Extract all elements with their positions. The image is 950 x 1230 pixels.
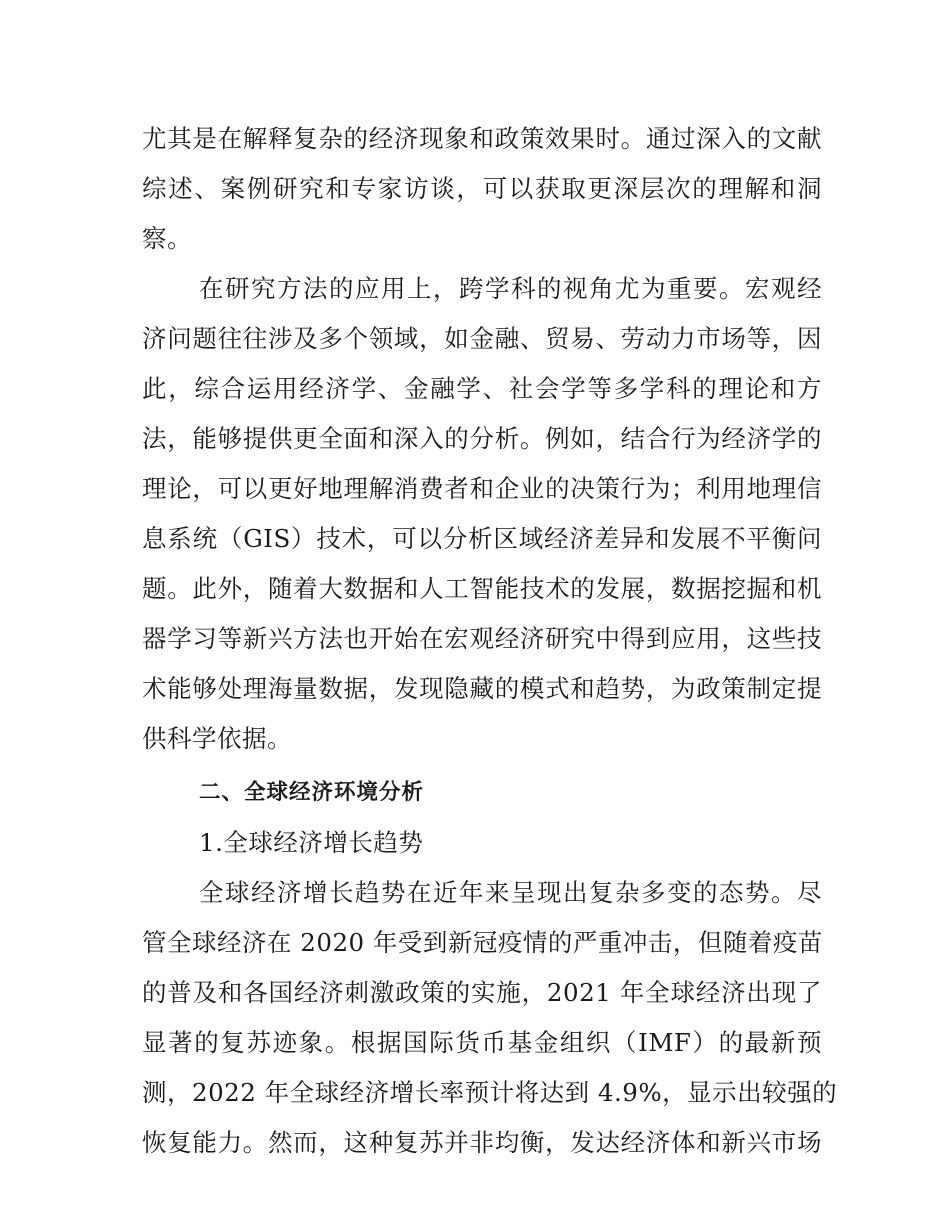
section-heading: 二、全球经济环境分析	[199, 780, 425, 805]
paragraph-line: 济问题往往涉及多个领域，如金融、贸易、劳动力市场等，因	[142, 324, 822, 353]
paragraph-line: 尤其是在解释复杂的经济现象和政策效果时。通过深入的文献	[142, 124, 822, 153]
paragraph-line: 息系统（GIS）技术，可以分析区域经济差异和发展不平衡问	[142, 524, 822, 553]
paragraph-line: 题。此外，随着大数据和人工智能技术的发展，数据挖掘和机	[142, 574, 822, 603]
paragraph-line: 恢复能力。然而，这种复苏并非均衡，发达经济体和新兴市场	[142, 1128, 822, 1157]
paragraph-line: 全球经济增长趋势在近年来呈现出复杂多变的态势。尽	[199, 878, 822, 907]
paragraph-line: 理论，可以更好地理解消费者和企业的决策行为；利用地理信	[142, 474, 822, 503]
paragraph-line: 术能够处理海量数据，发现隐藏的模式和趋势，为政策制定提	[142, 674, 822, 703]
paragraph-line: 察。	[142, 224, 192, 253]
paragraph-line: 器学习等新兴方法也开始在宏观经济研究中得到应用，这些技	[142, 624, 822, 653]
paragraph-line: 此，综合运用经济学、金融学、社会学等多学科的理论和方	[142, 374, 822, 403]
paragraph-line: 管全球经济在 2020 年受到新冠疫情的严重冲击，但随着疫苗	[142, 928, 823, 957]
paragraph-line: 测，2022 年全球经济增长率预计将达到 4.9%，显示出较强的	[142, 1078, 838, 1107]
subsection-heading: 1.全球经济增长趋势	[199, 828, 424, 857]
paragraph-line: 供科学依据。	[142, 724, 292, 753]
paragraph-line: 显著的复苏迹象。根据国际货币基金组织（IMF）的最新预	[142, 1028, 822, 1057]
paragraph-line: 的普及和各国经济刺激政策的实施，2021 年全球经济出现了	[142, 978, 822, 1007]
paragraph-line: 在研究方法的应用上，跨学科的视角尤为重要。宏观经	[199, 274, 822, 303]
paragraph-line: 法，能够提供更全面和深入的分析。例如，结合行为经济学的	[142, 424, 822, 453]
paragraph-line: 综述、案例研究和专家访谈，可以获取更深层次的理解和洞	[142, 174, 822, 203]
